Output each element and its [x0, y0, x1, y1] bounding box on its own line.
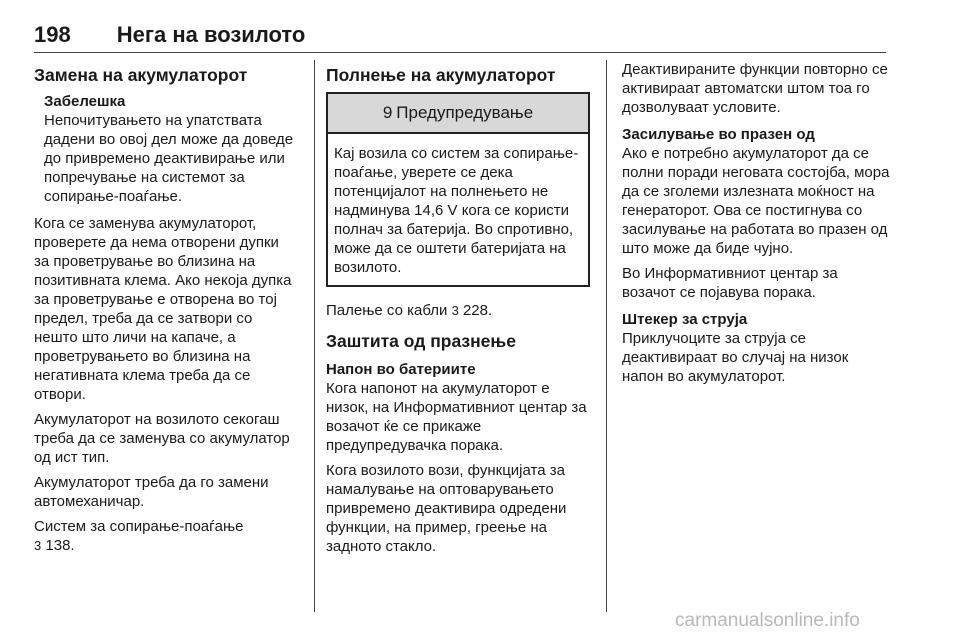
- paragraph: Кога напонот на акумулаторот е низок, на Информативниот центар за возачот ќе се прикаже предупредувачка порака.: [326, 380, 587, 454]
- subheading: Штекер за струја: [622, 311, 748, 328]
- section-heading: Заштита од празнење: [326, 331, 517, 351]
- page-ref-icon: 3: [451, 303, 459, 318]
- warning-text: Кај возила со систем за сопирање-поаѓање, уверете се дека потенцијалот на полнењето не надминува 14,6 V кога се користи полнач за батерија. Во спротивно, може да се оштети батеријата на возилото.: [334, 145, 579, 276]
- paragraph: Кога возилото вози, функцијата за намалување на оптоварувањето привремено деактивира одредени функции, на пример, греење на задното стакло.: [326, 462, 567, 555]
- section-heading: Замена на акумулаторот: [34, 65, 248, 85]
- paragraph: Акумулаторот на возилото секогаш треба да се заменува со акумулатор од ист тип.: [34, 411, 290, 466]
- column-divider: [606, 60, 607, 612]
- column-2: [326, 60, 590, 562]
- column-1: [34, 60, 298, 561]
- warning-triangle-icon: 9: [382, 103, 393, 122]
- page-number: 198: [34, 22, 71, 47]
- section-heading: Полнење на акумулаторот: [326, 65, 556, 85]
- page-title: Нега на возилото: [116, 22, 306, 47]
- paragraph: Акумулаторот треба да го замени автомеханичар.: [34, 474, 269, 510]
- page-ref-link[interactable]: 138.: [45, 537, 75, 554]
- paragraph: Приклучоците за струја се деактивираат во случај на низок напон во акумулаторот.: [622, 330, 849, 385]
- header-rule: [34, 52, 886, 53]
- ref-label: Палење со кабли: [326, 302, 448, 319]
- watermark: carmanualsonline.info: [675, 610, 860, 631]
- note-box: [44, 92, 298, 206]
- paragraph-with-ref: [326, 301, 590, 320]
- paragraph: Во Информативниот центар за возачот се појавува порака.: [622, 265, 838, 301]
- paragraph: Кога се заменува акумулаторот, проверете да нема отворени дупки за проветрување во близина на позитивната клема. Ако некоја дупка за проветрување е отворена во тој предел, треба да се затвори со нешто што личи на капаче, а проветрувањето во близина на негативната клема треба да се отвори.: [34, 215, 292, 403]
- subheading: Засилување во празен од: [622, 126, 815, 143]
- column-divider: [314, 60, 315, 612]
- warning-box: [326, 92, 590, 287]
- paragraph: Ако е потребно акумулаторот да се полни поради неговата состојба, мора да се зголеми излезната моќност на генераторот. Ова се постигнува со засилување на работата во празен од што може да биде чујно.: [622, 145, 890, 257]
- warning-header: [328, 94, 588, 134]
- warning-title: Предупредување: [396, 103, 534, 122]
- page-ref-icon: 3: [34, 538, 42, 553]
- note-title: Забелешка: [44, 93, 126, 110]
- note-text: Непочитувањето на упатствата дадени во овој дел може да доведе до привремено деактивирање или попречување на системот за сопирање-поаѓање.: [44, 112, 294, 205]
- ref-label: Систем за сопирање-поаѓање: [34, 518, 244, 535]
- column-3: [622, 60, 892, 392]
- paragraph: Деактивираните функции повторно се активираат автоматски штом тоа го дозволуваат условите.: [622, 61, 888, 116]
- paragraph-with-ref: [34, 517, 298, 555]
- subheading: Напон во батериите: [326, 361, 476, 378]
- page-ref-link[interactable]: 228.: [462, 302, 493, 319]
- page-header: [34, 22, 894, 52]
